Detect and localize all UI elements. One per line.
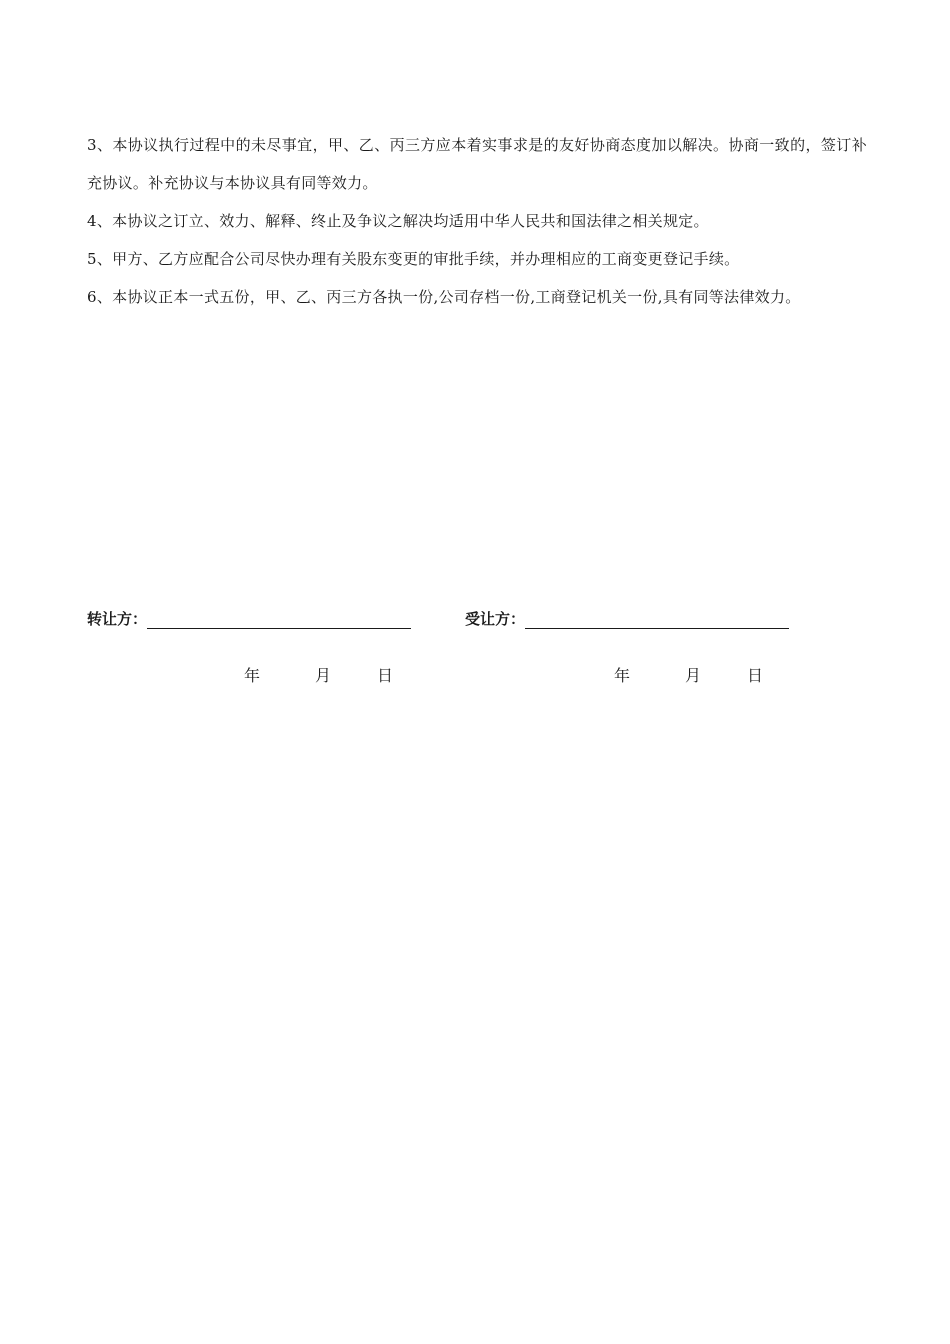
transferor-signature-line bbox=[147, 608, 411, 629]
transferee-signature-line bbox=[525, 608, 789, 629]
clause-3: 3、本协议执行过程中的未尽事宜，甲、乙、丙三方应本着实事求是的友好协商态度加以解决。协商一致的，签订补充协议。补充协议与本协议具有同等效力。 bbox=[87, 136, 867, 192]
transferor-date-day: 日 bbox=[377, 666, 394, 685]
transferor-date-year: 年 bbox=[244, 666, 261, 685]
transferor-label: 转让方： bbox=[87, 610, 148, 628]
signature-section bbox=[87, 603, 867, 693]
transferee-date-day: 日 bbox=[747, 666, 764, 685]
clause-5: 5、甲方、乙方应配合公司尽快办理有关股东变更的审批手续，并办理相应的工商变更登记手续。 bbox=[87, 250, 740, 268]
transferee-date-year: 年 bbox=[614, 666, 631, 685]
transferee-label: 受让方： bbox=[465, 610, 526, 628]
agreement-clauses bbox=[87, 126, 867, 316]
transferee-signature bbox=[465, 603, 789, 629]
clause-6: 6、本协议正本一式五份，甲、乙、丙三方各执一份,公司存档一份,工商登记机关一份,具有同等法律效力。 bbox=[87, 288, 801, 306]
clause-4: 4、本协议之订立、效力、解释、终止及争议之解决均适用中华人民共和国法律之相关规定。 bbox=[87, 212, 709, 230]
transferor-signature bbox=[87, 603, 411, 629]
transferor-date-month: 月 bbox=[315, 666, 332, 685]
transferee-date-month: 月 bbox=[685, 666, 702, 685]
